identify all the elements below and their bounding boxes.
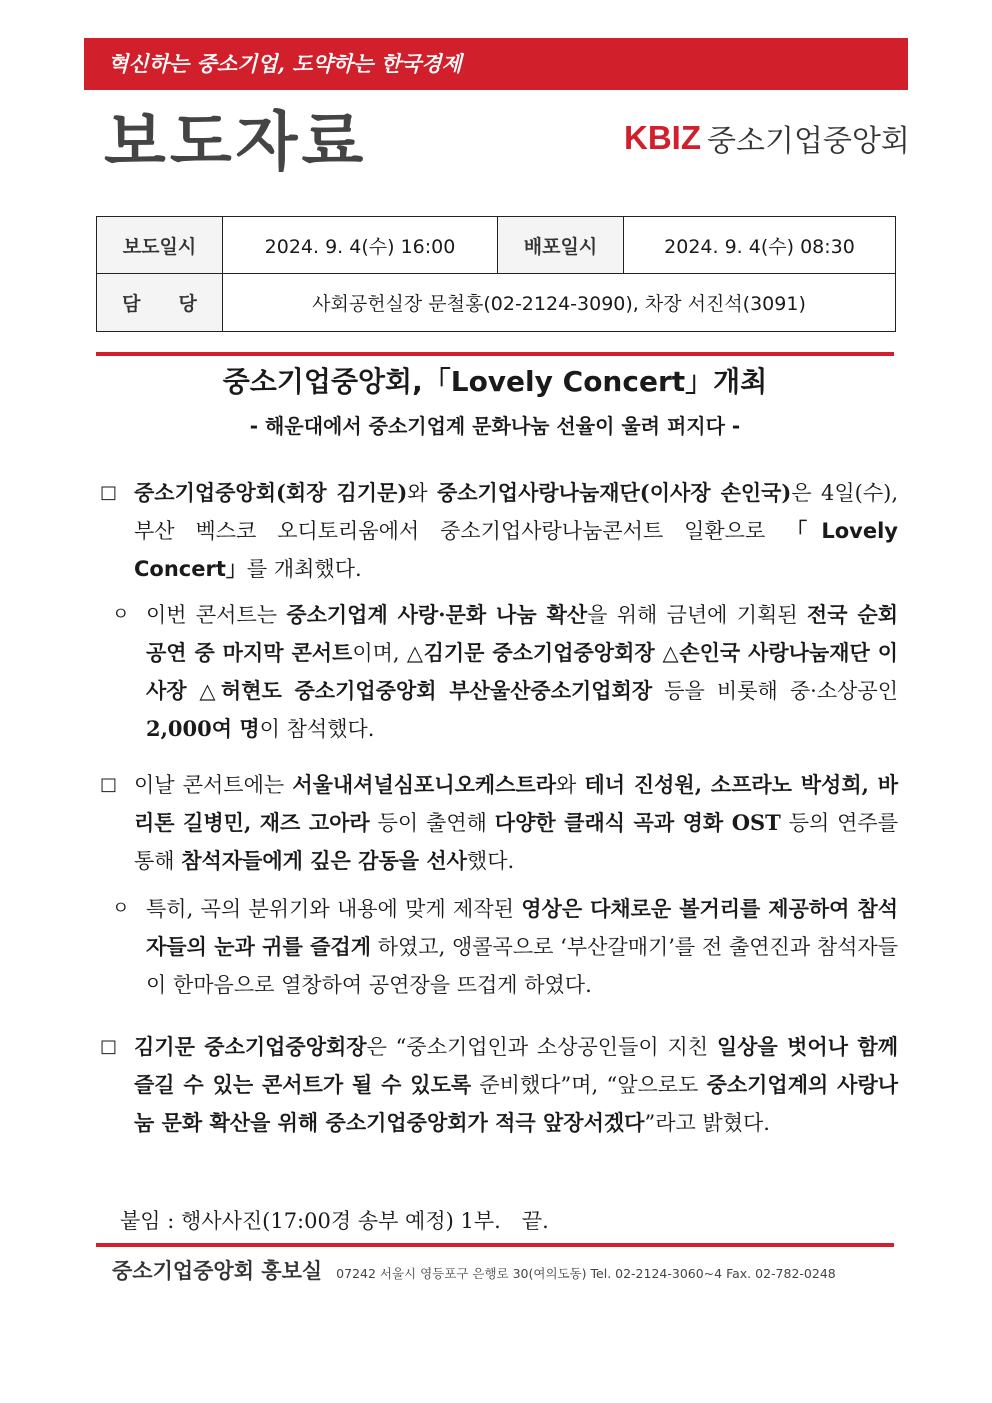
text: 이날 콘서트에는: [134, 773, 293, 797]
footer-divider: [96, 1243, 894, 1247]
text-bold: 김기문 중소기업중앙회장: [134, 1034, 367, 1059]
logo-org-name: 중소기업중앙회: [707, 124, 910, 159]
paragraph-2: [112, 596, 898, 748]
paragraph-1: [100, 474, 898, 588]
release-info-table: [96, 216, 896, 332]
text-bold: 다양한 클래식 곡과 영화 OST: [494, 810, 781, 835]
text: 준비했다”며, “앞으로도: [471, 1073, 707, 1097]
report-date-value: 2024. 9. 4(수) 16:00: [223, 217, 498, 274]
text: 했다.: [466, 849, 515, 873]
square-bullet: □: [100, 774, 118, 795]
attachment-note: 붙임 : 행사사진(17:00경 송부 예정) 1부. 끝.: [120, 1209, 549, 1233]
text-bold: △김기문 중소기업중앙회장 △손인국 사랑나눔재단 이사장 △허현도 중소기업중앙회 부산울산중소기업회장: [146, 640, 898, 703]
paragraph-4: [112, 890, 899, 1004]
text-bold: 서울내셔널심포니오케스트라: [292, 772, 557, 797]
text-bold: 중소기업계 사랑·문화 나눔 확산: [286, 602, 588, 627]
contact-label: 담 당: [97, 274, 223, 332]
text: 하였고, 앵콜곡으로 ‘부산갈매기’를 전 출연진과 참석자들이 한마음으로 열창하여 공연장을 뜨겁게 하였다.: [146, 935, 899, 997]
circle-bullet: ㅇ: [112, 898, 130, 919]
footer: [112, 1255, 892, 1285]
report-date-label: 보도일시: [97, 217, 223, 274]
square-bullet: □: [100, 1036, 118, 1057]
footer-address: 07242 서울시 영등포구 은행로 30(여의도동) Tel. 02-2124-3060~4 Fax. 02-782-0248: [336, 1266, 836, 1281]
text-bold: 중소기업계의 사랑나눔 문화 확산을 위해 중소기업중앙회가 적극 앞장서겠다: [134, 1072, 899, 1135]
text: 등이 출연해: [369, 811, 495, 835]
text-bold: 참석자들에게 깊은 감동을 선사: [181, 848, 467, 873]
document-type-title: 보도자료: [104, 106, 368, 180]
text-bold: 전국 순회 공연 중 마지막 콘서트: [146, 602, 898, 665]
text-bold: 일상을 벗어나 함께 즐길 수 있는 콘서트가 될 수 있도록: [134, 1034, 898, 1097]
text: 와: [407, 481, 437, 505]
distribution-date-value: 2024. 9. 4(수) 08:30: [624, 217, 896, 274]
footer-org: 중소기업중앙회 홍보실: [112, 1259, 323, 1283]
distribution-date-label: 배포일시: [498, 217, 624, 274]
square-bullet: □: [100, 482, 118, 503]
text: 은 4일(수), 부산 벡스코 오디토리움에서 중소기업사랑나눔콘서트 일환으로: [134, 481, 898, 543]
text: 은 “중소기업인과 소상공인들이 지친: [366, 1035, 717, 1059]
text-bold: 「Lovely Concert」: [134, 519, 898, 581]
text-bold: 테너 진성원, 소프라노 박성희, 바리톤 길병민, 재즈 고아라: [134, 772, 898, 835]
logo-mark: KBIZ: [624, 119, 701, 156]
title-divider: [96, 352, 894, 356]
circle-bullet: ㅇ: [112, 604, 130, 625]
text: 를 개최했다.: [246, 557, 362, 581]
paragraph-5: [100, 1028, 899, 1142]
text-bold: 영상은 다채로운 볼거리를 제공하여 참석자들의 눈과 귀를 즐겁게: [146, 896, 898, 959]
text: ”라고 밝혔다.: [644, 1111, 770, 1135]
text-bold: 중소기업사랑나눔재단(이사장 손인국): [436, 480, 792, 505]
contact-value: 사회공헌실장 문철홍(02-2124-3090), 차장 서진석(3091): [223, 274, 896, 332]
text: 이번 콘서트는: [146, 603, 287, 627]
kbiz-logo: [624, 118, 910, 158]
paragraph-3: [100, 766, 898, 880]
text: 등을 비롯해 중·소상공인: [652, 679, 898, 703]
text: 와: [556, 773, 585, 797]
slogan-banner: 혁신하는 중소기업, 도약하는 한국경제: [84, 38, 908, 90]
text: 특히, 곡의 분위기와 내용에 맞게 제작된: [146, 897, 522, 921]
text-bold: 중소기업중앙회(회장 김기문): [134, 480, 408, 505]
text: 이 참석했다.: [259, 717, 375, 741]
headline: 중소기업중앙회,「Lovely Concert」개최: [222, 365, 768, 398]
text: 을 위해 금년에 기획된: [587, 603, 807, 627]
text: 이며,: [352, 641, 407, 665]
text-bold: 2,000여 명: [146, 716, 260, 741]
subheadline: - 해운대에서 중소기업계 문화나눔 선율이 울려 퍼지다 -: [249, 414, 741, 438]
text: 등의 연주를 통해: [134, 811, 898, 873]
